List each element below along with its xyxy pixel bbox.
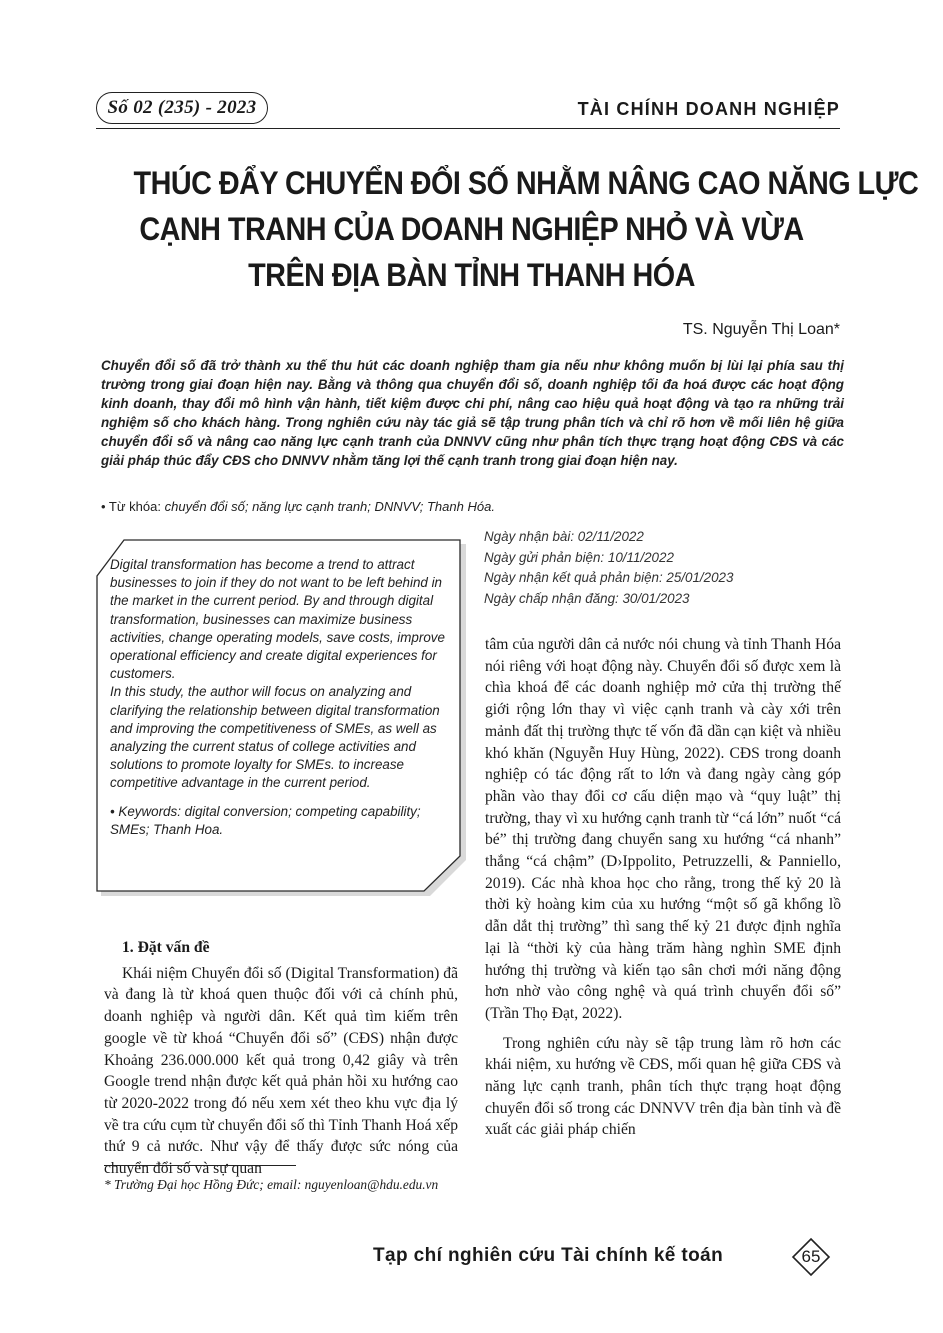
abstract-vietnamese: Chuyển đổi số đã trở thành xu thế thu hút các doanh nghiệp tham gia nếu như không muốn bị lùi lại phía sau thị trường trong giai đoạn hiện nay. Bằng và thông qua chuyển đổi số, doanh nghiệp tối đa hoá được các hoạt động kinh doanh, thay đổi mô hình vận hành, tiết kiệm được chi phí, nâng cao hiệu quả hoạt động và tạo ra những trải nghiệm số cho khách hàng. Trong nghiên cứu này tác giả sẽ tập trung phân tích và chỉ rõ hơn về mối liên hệ giữa chuyển đổi số và nâng cao năng lực cạnh tranh của DNNVV cũng như phân tích thực trạng hoạt động CĐS và các giải pháp thúc đẩy CĐS cho DNNVV nhằm tăng lợi thế cạnh tranh trong giai đoạn hiện nay. (101, 358, 844, 468)
title-line-1: THÚC ĐẨY CHUYỂN ĐỔI SỐ NHẰM NÂNG CAO NĂNG LỰC (133, 165, 919, 201)
section-heading: 1. Đặt vấn đề (122, 939, 210, 956)
submission-dates (484, 527, 814, 609)
date-review-result: Ngày nhận kết quả phản biện: 25/01/2023 (484, 570, 734, 585)
header-rule (96, 128, 840, 129)
date-sent-review: Ngày gửi phản biện: 10/11/2022 (484, 549, 674, 565)
author: TS. Nguyễn Thị Loan* (682, 321, 840, 338)
date-accepted: Ngày chấp nhận đăng: 30/01/2023 (484, 590, 690, 606)
section-name: TÀI CHÍNH DOANH NGHIỆP (577, 99, 840, 119)
title-line-2: CẠNH TRANH CỦA DOANH NGHIỆP NHỎ VÀ VỪA (139, 211, 804, 247)
article-title (133, 160, 919, 298)
footnote-rule (104, 1165, 296, 1166)
body-paragraph: Trong nghiên cứu này sẽ tập trung làm rõ hơn các khái niệm, xu hướng về CĐS, mối quan hệ giữa CĐS và năng lực cạnh tranh, phân tích thực trạng hoạt động chuyển đổi số trong các DNNVV trên địa bàn tỉnh và đề xuất các giải pháp chiến (485, 1034, 841, 1139)
abstract-english (110, 556, 450, 839)
issue-badge: Số 02 (235) - 2023 (96, 92, 268, 124)
abstract-english-p1: Digital transformation has become a trend to attract businesses to join if they do not want to be left behind in the market in the current period. By and through digital transformation, businesses can maximize business activities, change operating models, save costs, improve operational efficiency and create digital experiences for customers. (110, 557, 445, 682)
keywords-vietnamese (101, 499, 844, 514)
keywords-english: • Keywords: digital conversion; competing capability; SMEs; Thanh Hoa. (110, 803, 421, 837)
body-left-column (104, 937, 458, 1180)
footnote: * Trường Đại học Hồng Đức; email: nguyenloan@hdu.edu.vn (104, 1177, 439, 1192)
body-paragraph: tâm của người dân cả nước nói chung và tỉnh Thanh Hóa nói riêng với hoạt động này. Chuyển đổi số được xem là chìa khoá để các doanh nghiệp mở cửa thị trường thế giới rộng lớn thay vì việc cạnh tranh và cày xới trên mảnh đất thị trường thực tế vốn đã dần cạn kiệt và nhiều khó khăn (Nguyễn Huy Hùng, 2022). CĐS trong doanh nghiệp có tác động rất to lớn và đang ngày càng góp phần vào thay đổi cơ cấu diện mạo và “quy luật” thị trường, thay vì xu hướng cạnh tranh từ “cá lớn” nuốt “cá bé” thị trường đang chuyển sang xu hướng “cá nhanh” thắng “cá chậm” (D›Ippolito, Petruzzelli, & Panniello, 2019). Các nhà khoa học cho rằng, trong thế kỷ 20 là thời kỳ hoàng kim của xu hướng “một số gã khổng lồ dẫn dắt thị trường” thì sang thế kỷ 21 được định nghĩa lại là “thời kỳ của hàng trăm hàng nghìn SME định hướng thị trường và kiến tạo sân chơi mới năng động hơn nhờ vào công nghệ và quá trình chuyển đổi số” (Trần Thọ Đạt, 2022). (485, 636, 841, 1022)
keywords-label: • Từ khóa: (101, 499, 161, 514)
abstract-english-p2: In this study, the author will focus on analyzing and clarifying the relationship between digital transformation and improving the competitiveness of SMEs, as well as analyzing the current status of college activities and solutions to promote loyalty for SMEs. to increase competitive advantage in the current period. (110, 684, 440, 791)
journal-name: Tạp chí nghiên cứu Tài chính kế toán (373, 1245, 724, 1266)
body-paragraph: Khái niệm Chuyển đổi số (Digital Transformation) đã và đang là từ khoá quen thuộc đối với cả chính phủ, doanh nghiệp và người dân. Kết quả tìm kiếm trên google về từ khoá “Chuyển đổi số” (CĐS) nhận được Khoảng 236.000.000 kết quả trong 0,42 giây và trên Google trend nhận được kết quả phản hồi xu hướng cao từ 2020-2022 trong đó nếu xem xét theo khu vực địa lý về tra cứu cụm từ chuyển đổi số thì Tỉnh Thanh Hoá xếp thứ 9 cả nước. Như vậy để thấy được sức nóng của chuyển đổi số và sự quan (104, 964, 458, 1178)
date-received: Ngày nhận bài: 02/11/2022 (484, 529, 644, 544)
keywords-value: chuyển đổi số; năng lực cạnh tranh; DNNVV; Thanh Hóa. (164, 499, 495, 514)
title-line-3: TRÊN ĐỊA BÀN TỈNH THANH HÓA (248, 257, 695, 293)
page-number: 65 (801, 1247, 821, 1266)
body-right-column (485, 634, 841, 1141)
